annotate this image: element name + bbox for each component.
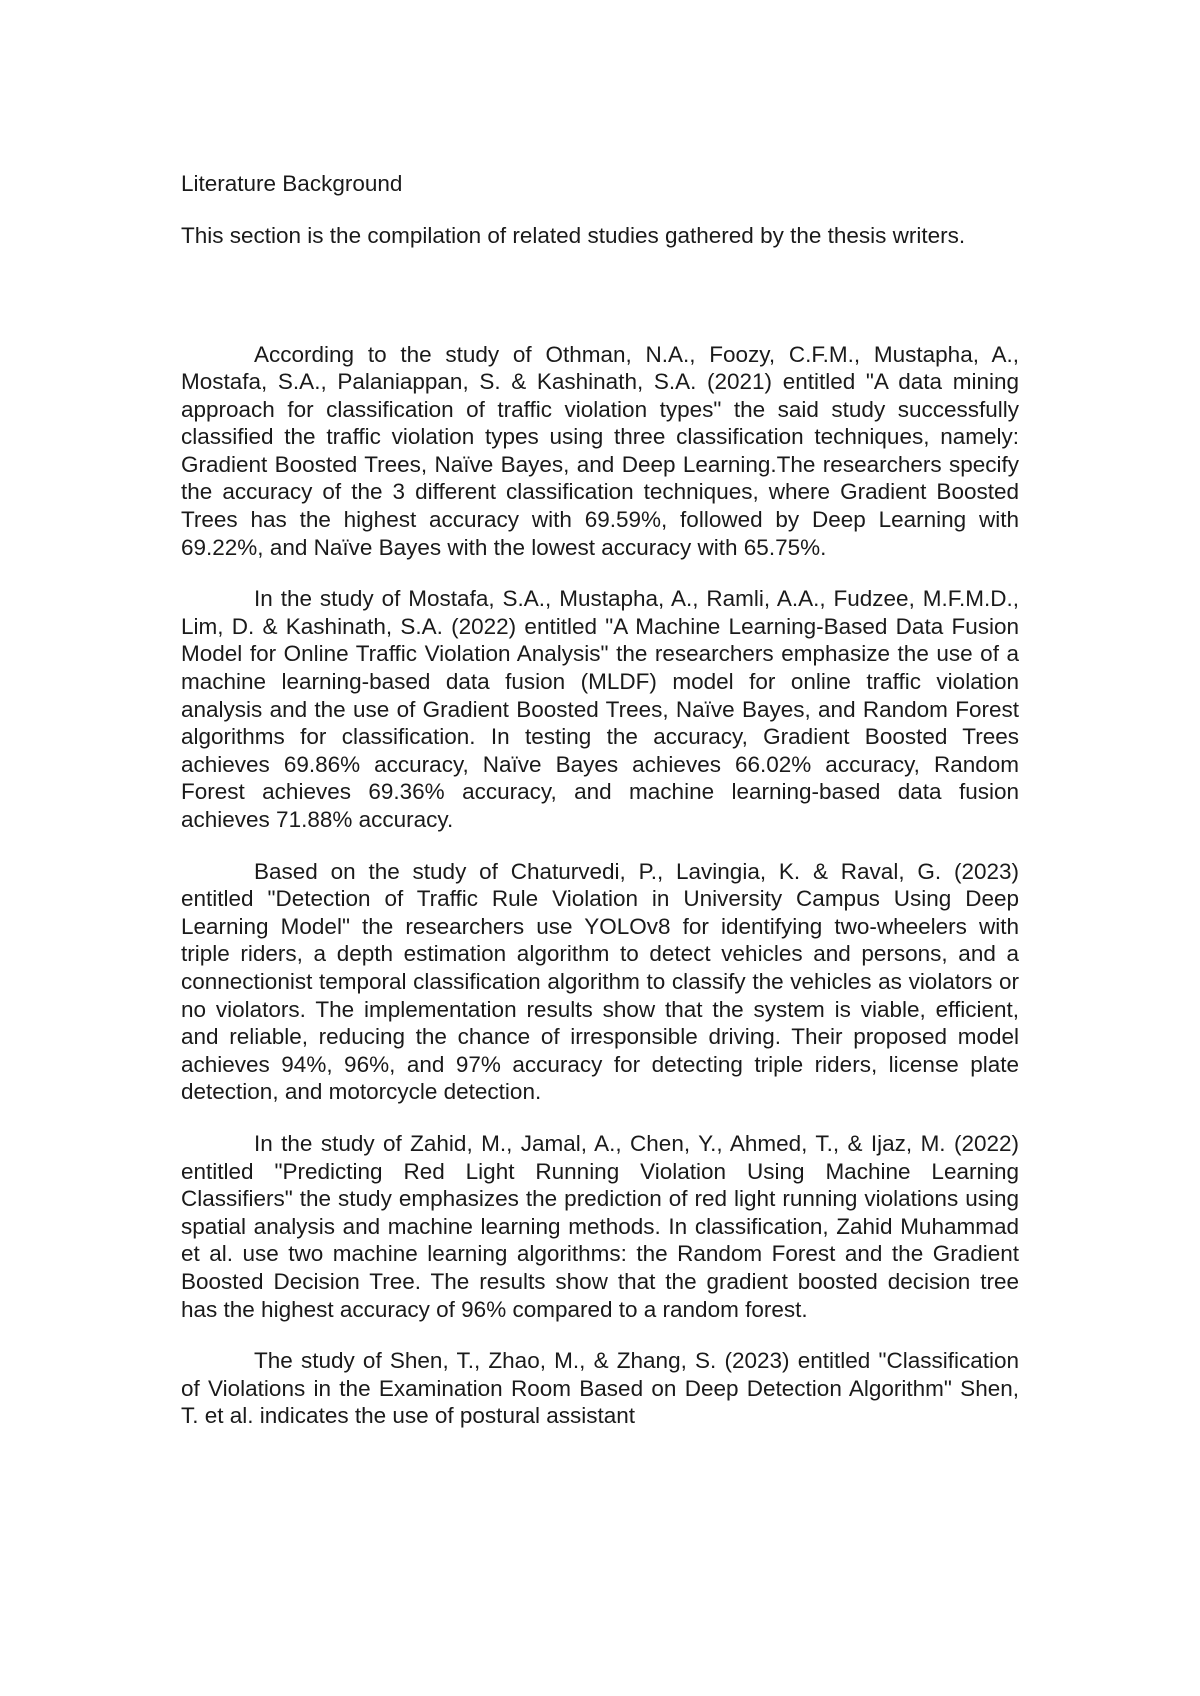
study-paragraph-zahid: In the study of Zahid, M., Jamal, A., Chen, Y., Ahmed, T., & Ijaz, M. (2022) entitled "Predicting Red Light Running Violation Using Machine Learning Classifiers" the study emphasizes the prediction of red light running violations using spatial analysis and machine learning methods. In classification, Zahid Muhammad et al. use two machine learning algorithms: the Random Forest and the Gradient Boosted Decision Tree. The results show that the gradient boosted decision tree has the highest accuracy of 96% compared to a random forest. [181, 1130, 1019, 1322]
study-paragraph-mostafa: In the study of Mostafa, S.A., Mustapha, A., Ramli, A.A., Fudzee, M.F.M.D., Lim, D. & Kashinath, S.A. (2022) entitled "A Machine Learning-Based Data Fusion Model for Online Traffic Violation Analysis" the researchers emphasize the use of a machine learning-based data fusion (MLDF) model for online traffic violation analysis and the use of Gradient Boosted Trees, Naïve Bayes, and Random Forest algorithms for classification. In testing the accuracy, Gradient Boosted Trees achieves 69.86% accuracy, Naïve Bayes achieves 66.02% accuracy, Random Forest achieves 69.36% accuracy, and machine learning-based data fusion achieves 71.88% accuracy. [181, 586, 1019, 832]
study-paragraph-othman: According to the study of Othman, N.A., Foozy, C.F.M., Mustapha, A., Mostafa, S.A., Palaniappan, S. & Kashinath, S.A. (2021) entitled "A data mining approach for classification of traffic violation types" the said study successfully classified the traffic violation types using three classification techniques, namely: Gradient Boosted Trees, Naïve Bayes, and Deep Learning.The researchers specify the accuracy of the 3 different classification techniques, where Gradient Boosted Trees has the highest accuracy with 69.59%, followed by Deep Learning with 69.22%, and Naïve Bayes with the lowest accuracy with 65.75%. [181, 341, 1019, 560]
intro-paragraph: This section is the compilation of related studies gathered by the thesis writers. [181, 223, 966, 248]
study-paragraph-chaturvedi: Based on the study of Chaturvedi, P., Lavingia, K. & Raval, G. (2023) entitled "Detection of Traffic Rule Violation in University Campus Using Deep Learning Model" the researchers use YOLOv8 for identifying two-wheelers with triple riders, a depth estimation algorithm to detect vehicles and persons, and a connectionist temporal classification algorithm to classify the vehicles as violators or no violators. The implementation results show that the system is viable, efficient, and reliable, reducing the chance of irresponsible driving. Their proposed model achieves 94%, 96%, and 97% accuracy for detecting triple riders, license plate detection, and motorcycle detection. [181, 858, 1019, 1105]
document-page [181, 170, 1019, 1454]
section-heading: Literature Background [181, 171, 403, 196]
study-paragraph-shen: The study of Shen, T., Zhao, M., & Zhang, S. (2023) entitled "Classification of Violations in the Examination Room Based on Deep Detection Algorithm" Shen, T. et al. indicates the use of postural assistant [181, 1348, 1019, 1429]
